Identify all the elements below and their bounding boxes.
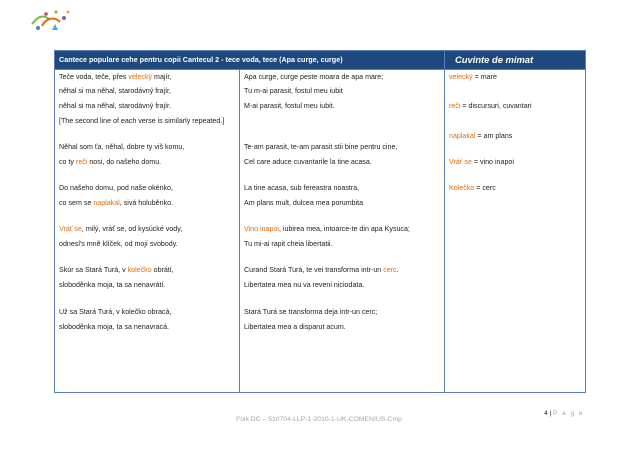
line-text: odnesl's mně klíček, od mojí svobody. [59, 240, 178, 248]
line-text: La tine acasa, sub fereastra noastra, [244, 184, 360, 192]
line-text: M-ai parasit, fostul meu iubit. [244, 102, 335, 110]
line-text: , sivá holuběnko. [119, 199, 173, 207]
highlighted-word: Vino inapoi [244, 225, 279, 233]
highlighted-word: naplakal [93, 199, 120, 207]
czech-line [59, 225, 236, 233]
line-text: = vino inapoi [471, 158, 514, 166]
romanian-line [244, 281, 441, 289]
project-footer: Folk DC – 510704-LLP-1-2010-1-UK-COMENIUS-Cmp [236, 416, 402, 423]
romanian-line [244, 158, 441, 166]
romanian-line [244, 225, 441, 233]
table-body-row [55, 70, 586, 393]
highlighted-word: Vráť se [449, 158, 472, 166]
czech-line [59, 143, 236, 151]
line-text: Te-am parasit, te-am parasit stii bine pentru cine, [244, 143, 398, 151]
table-header-row [55, 51, 586, 70]
line-text: Skúr sa Stará Turá, v [59, 266, 128, 274]
line-text: Cel care aduce cuvantarile la tine acasa. [244, 158, 372, 166]
mimic-title-cell [445, 51, 586, 70]
mimic-words-column [445, 70, 585, 392]
highlighted-word: reči [75, 158, 88, 166]
line-text: sloboděnka moja, ta sa nenavracá. [59, 323, 170, 331]
czech-line [59, 308, 236, 316]
line-text: co ty [59, 158, 76, 166]
czech-line [59, 102, 236, 110]
romanian-line [244, 323, 441, 331]
line-text: Teče voda, teče, přes [59, 73, 129, 81]
page-number: 4 [544, 410, 548, 417]
line-text: něhal si ma něhal, starodávný frajír. [59, 102, 171, 110]
romanian-line [244, 308, 441, 316]
mimic-line [449, 158, 582, 166]
line-text: , milý, vráť se, od kysúcké vody, [81, 225, 183, 233]
romanian-line [244, 87, 441, 95]
line-text: Curand Stará Turá, te vei transforma intr-un [244, 266, 384, 274]
page-separator: | [549, 410, 552, 417]
czech-line [59, 73, 236, 81]
czech-line [59, 266, 236, 274]
line-text: obrátí, [151, 266, 174, 274]
line-text: Už sa Stará Turá, v kolečko obracá, [59, 308, 172, 316]
highlighted-word: naplakal [449, 132, 476, 140]
page-word: P a g e [553, 410, 584, 417]
romanian-line [244, 199, 441, 207]
line-text: co sem se [59, 199, 94, 207]
mimic-line [449, 102, 582, 110]
highlighted-word: Vráť se [59, 225, 82, 233]
highlighted-word: reči [449, 102, 461, 110]
romanian-line [244, 240, 441, 248]
romanian-line [244, 266, 441, 274]
czech-line [59, 240, 236, 248]
romanian-lyrics-column [240, 70, 444, 392]
line-text: nosi, do našeho domu. [87, 158, 162, 166]
line-text: = cerc [474, 184, 496, 192]
line-text: Něhal som ťa, něhal, dobre ty viš komu, [59, 143, 185, 151]
czech-line [59, 117, 236, 125]
lyrics-table [54, 50, 586, 393]
line-text: Stará Turá se transforma deja intr-un cerc; [244, 308, 378, 316]
czech-line [59, 199, 236, 207]
mimic-line [449, 73, 582, 81]
line-text: něhal si ma něhal, starodávný frajír, [59, 87, 171, 95]
line-text: Do našeho domu, pod naše okénko, [59, 184, 173, 192]
romanian-line [244, 102, 441, 110]
czech-line [59, 87, 236, 95]
highlighted-word: Kolečko [449, 184, 475, 192]
line-text: Tu m-ai parasit, fostul meu iubit [244, 87, 343, 95]
line-text: , iubirea mea, intoarce-te din apa Kysuca; [278, 225, 410, 233]
czech-line [59, 158, 236, 166]
line-text: = am plans [475, 132, 513, 140]
highlighted-word: veleckÿ [128, 73, 153, 81]
mimic-line [449, 132, 582, 140]
folkdc-logo-icon [30, 6, 74, 36]
line-text: Am plans mult, dulcea mea porumbita [244, 199, 364, 207]
line-text: Libertatea mea a disparut acum. [244, 323, 346, 331]
line-text: sloboděnka moja, ta sa nenavrátí. [59, 281, 166, 289]
line-text: . [396, 266, 399, 274]
line-text: Libertatea mea nu va reveni niciodata. [244, 281, 365, 289]
czech-line [59, 184, 236, 192]
line-text: majír, [152, 73, 172, 81]
line-text: Tu mi-ai rapit cheia libertatii. [244, 240, 333, 248]
mimic-title: Cuvinte de mimat [455, 54, 534, 65]
czech-lyrics-column [55, 70, 239, 392]
highlighted-word: cerc [383, 266, 397, 274]
romanian-line [244, 143, 441, 151]
czech-line [59, 281, 236, 289]
line-text: = discursuri, cuvantari [460, 102, 532, 110]
song-title-cell [55, 51, 445, 70]
romanian-line [244, 73, 441, 81]
czech-line [59, 323, 236, 331]
line-text: Apa curge, curge peste moara de apa mare; [244, 73, 384, 81]
line-text: = mare [472, 73, 497, 81]
highlighted-word: kolečko [127, 266, 152, 274]
mimic-line [449, 184, 582, 192]
song-title: Cantece populare cehe pentru copii Cantecul 2 - tece voda, tece (Apa curge, curge) [59, 55, 343, 64]
highlighted-word: veleckÿ [449, 73, 473, 81]
line-text: [The second line of each verse is similarly repeated.] [59, 117, 225, 125]
romanian-line [244, 184, 441, 192]
